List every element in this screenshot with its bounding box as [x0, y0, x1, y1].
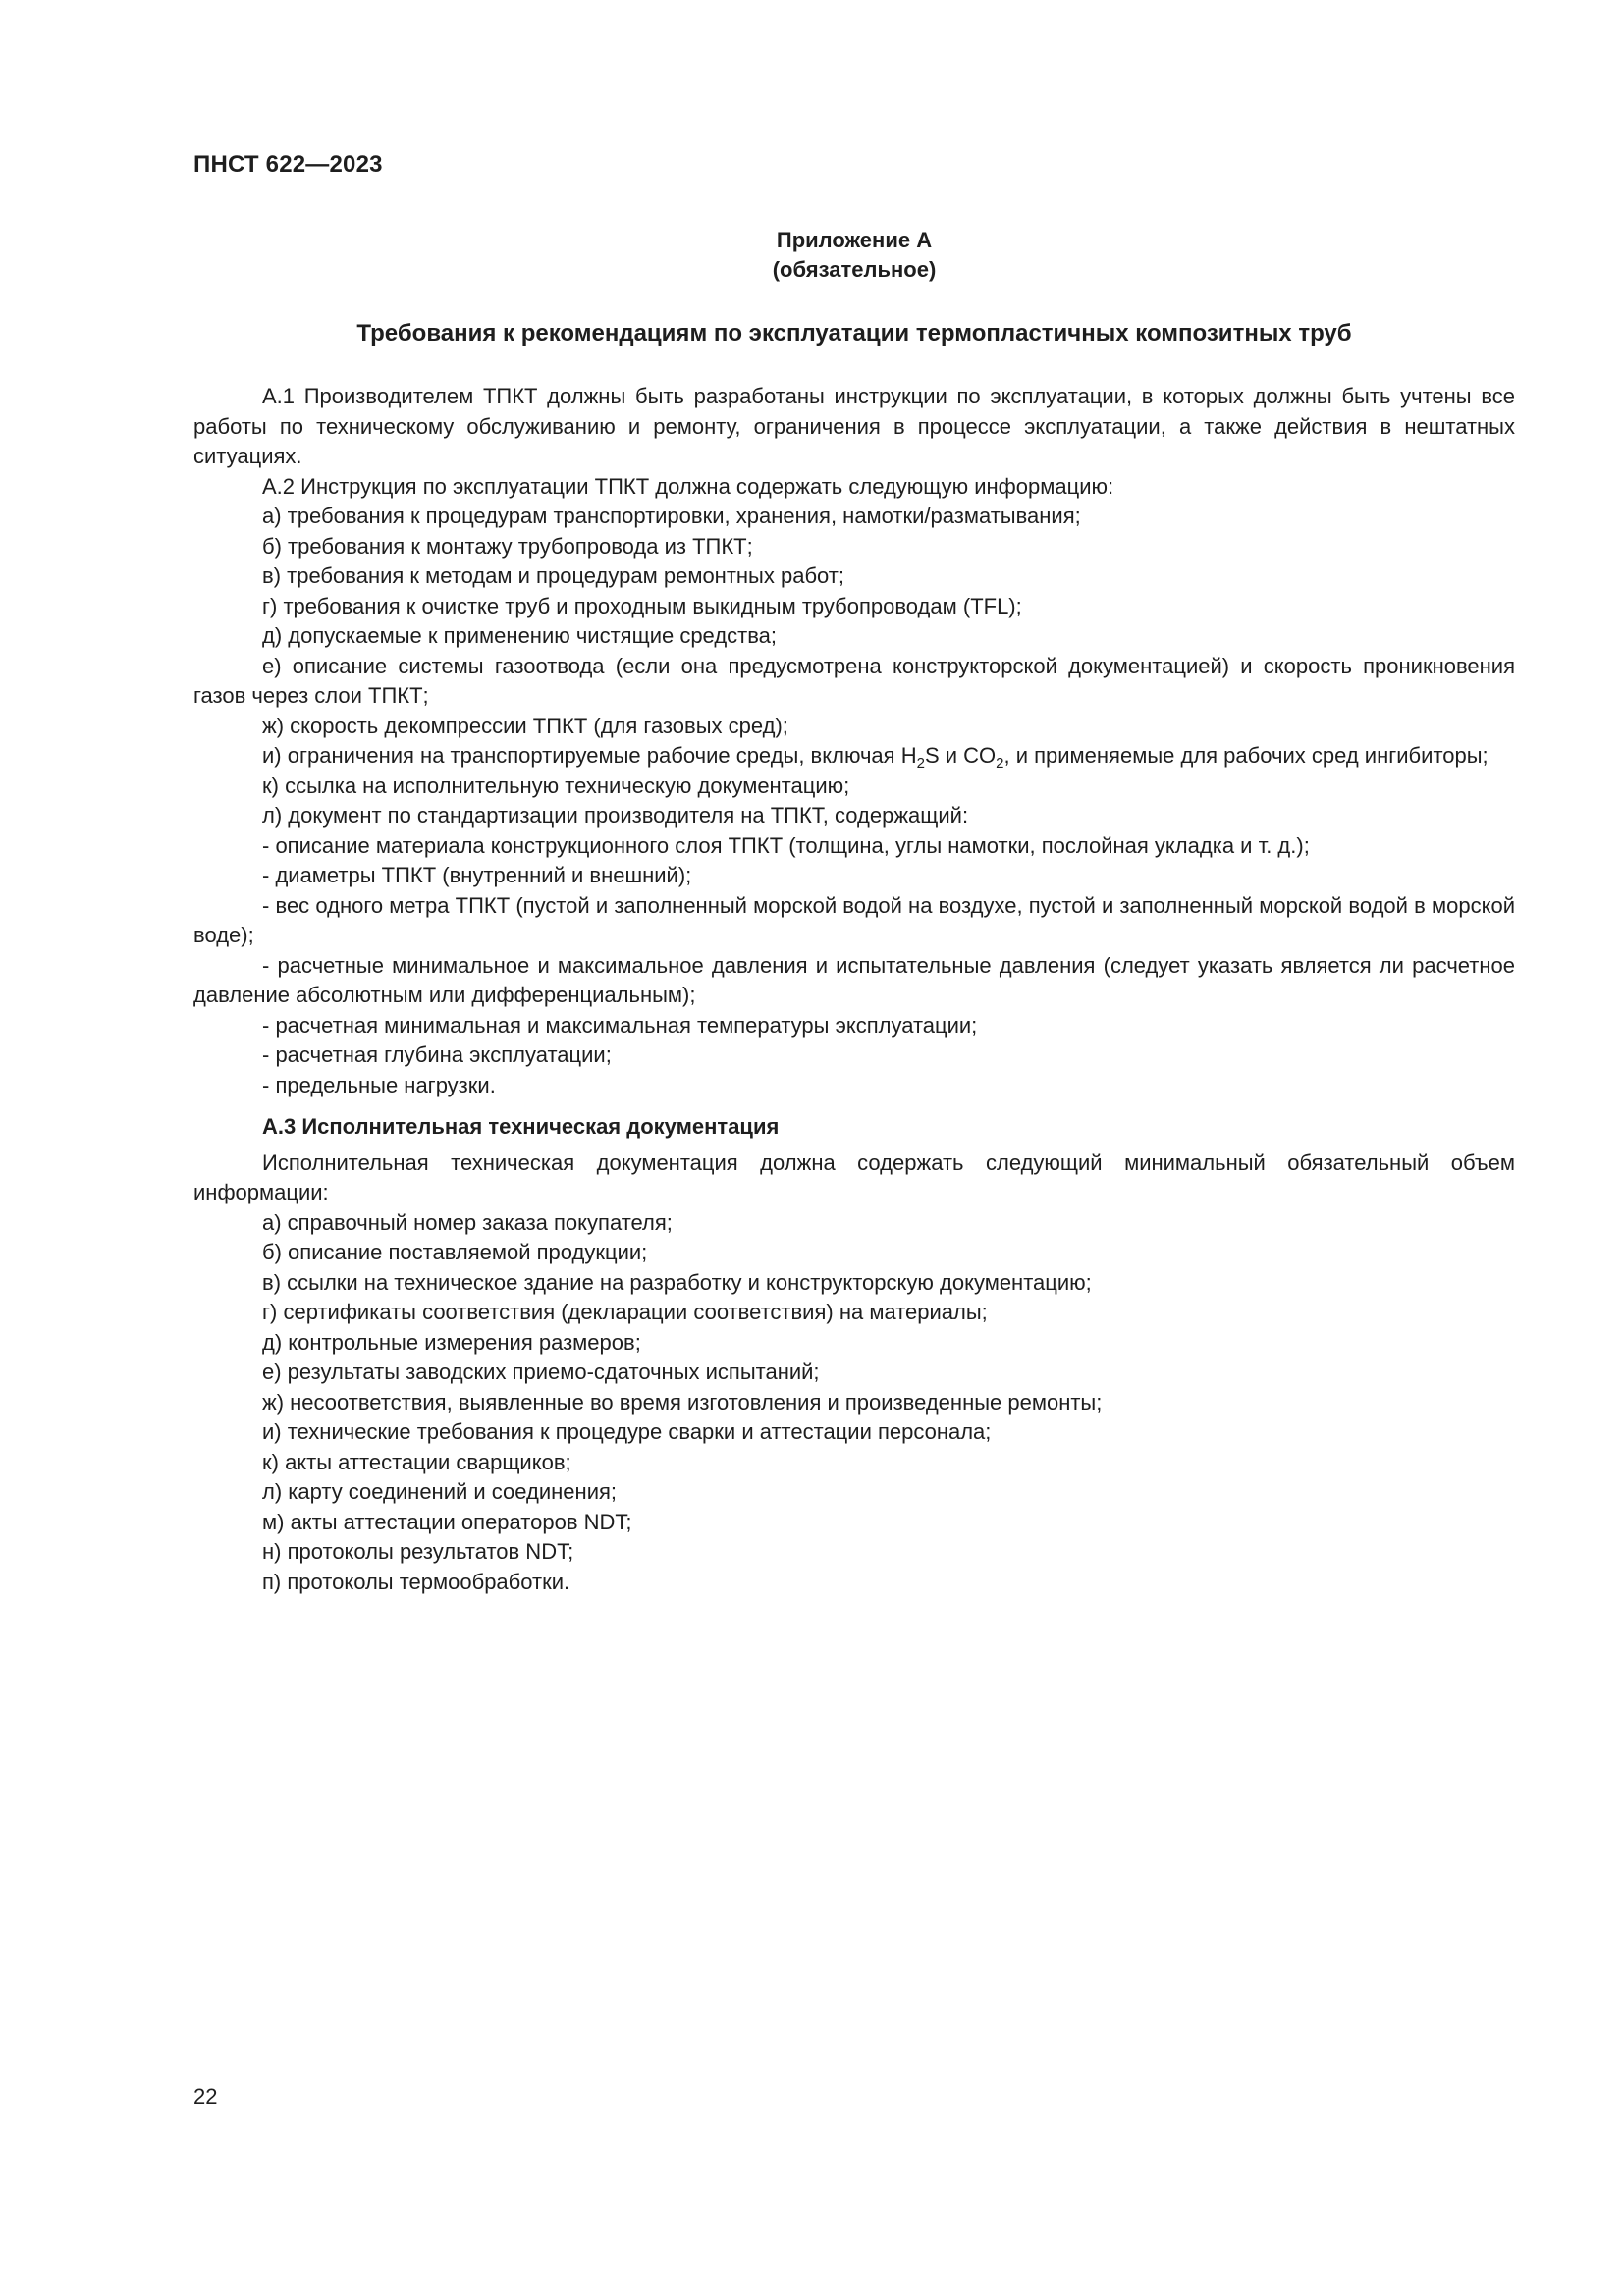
list-item: ж) несоответствия, выявленные во время изготовления и произведенные ремонты; [262, 1389, 1103, 1415]
list-item: - описание материала конструкционного слоя ТПКТ (толщина, углы намотки, послойная укладка и т. д.); [262, 832, 1310, 858]
list-item: д) допускаемые к применению чистящие средства; [262, 623, 778, 648]
subscript: 2 [996, 755, 1004, 772]
list-item: г) сертификаты соответствия (декларации соответствия) на материалы; [262, 1300, 988, 1324]
list-item: и) технические требования к процедуре сварки и аттестации персонала; [262, 1419, 992, 1444]
page-number: 22 [193, 2084, 218, 2109]
list-item: л) документ по стандартизации производителя на ТПКТ, содержащий: [262, 803, 969, 828]
document-designation: ПНСТ 622—2023 [193, 151, 383, 178]
text-run: и) ограничения на транспортируемые рабочие среды, включая H [262, 743, 917, 768]
appendix-status: (обязательное) [772, 257, 937, 282]
list-item: е) описание системы газоотвода (если она предусмотрена конструкторской документацией) и скорость проникновения газов через слои ТПКТ; [193, 653, 1515, 708]
list-item: ж) скорость декомпрессии ТПКТ (для газовых сред); [262, 713, 788, 738]
subscript: 2 [916, 755, 925, 772]
list-item: к) ссылка на исполнительную техническую документацию; [262, 773, 850, 798]
list-item: н) протоколы результатов NDT; [262, 1539, 574, 1564]
list-item: в) ссылки на техническое здание на разработку и конструкторскую документацию; [262, 1269, 1092, 1295]
list-item: - расчетная глубина эксплуатации; [262, 1042, 612, 1067]
section-title: Требования к рекомендациям по эксплуатации термопластичных композитных труб [356, 320, 1352, 347]
list-item: - расчетные минимальное и максимальное давления и испытательные давления (следует указать является ли расчетное давление абсолютным или дифференциальным); [193, 952, 1515, 1007]
list-item: - предельные нагрузки. [262, 1072, 496, 1097]
list-item: д) контрольные измерения размеров; [262, 1329, 641, 1355]
clause-a3-intro: Исполнительная техническая документация должна содержать следующий минимальный обязательный объем информации: [193, 1149, 1515, 1204]
clause-a2-intro: А.2 Инструкция по эксплуатации ТПКТ должна содержать следующую информацию: [262, 473, 1114, 499]
list-item: к) акты аттестации сварщиков; [262, 1449, 571, 1474]
document-body [193, 382, 1515, 1597]
list-item: в) требования к методам и процедурам ремонтных работ; [262, 563, 844, 588]
list-item: б) требования к монтажу трубопровода из ТПКТ; [262, 533, 753, 559]
clause-a3-heading: А.3 Исполнительная техническая документация [262, 1114, 780, 1139]
clause-a1: А.1 Производителем ТПКТ должны быть разработаны инструкции по эксплуатации, в которых должны быть учтены все работы по техническому обслуживанию и ремонту, ограничения в процессе эксплуатации, а также действия в нештатных ситуациях. [193, 384, 1515, 468]
list-item: - расчетная минимальная и максимальная температуры эксплуатации; [262, 1012, 978, 1038]
list-item: п) протоколы термообработки. [262, 1569, 570, 1594]
list-item: - диаметры ТПКТ (внутренний и внешний); [262, 863, 692, 887]
list-item: б) описание поставляемой продукции; [262, 1240, 648, 1264]
list-item: - вес одного метра ТПКТ (пустой и заполненный морской водой на воздухе, пустой и заполненный морской водой в морской воде); [193, 892, 1515, 947]
list-item: а) справочный номер заказа покупателя; [262, 1209, 673, 1235]
list-item: е) результаты заводских приемо-сдаточных испытаний; [262, 1360, 820, 1384]
list-item: а) требования к процедурам транспортировки, хранения, намотки/разматывания; [262, 504, 1081, 528]
list-item: м) акты аттестации операторов NDT; [262, 1509, 632, 1534]
appendix-heading [0, 226, 1624, 285]
list-item-chemical-limits [193, 741, 1515, 772]
list-item: г) требования к очистке труб и проходным выкидным трубопроводам (TFL); [262, 593, 1022, 618]
appendix-title: Приложение А [776, 228, 933, 252]
text-run: , и применяемые для рабочих сред ингибиторы; [1003, 743, 1489, 768]
list-item: л) карту соединений и соединения; [262, 1479, 618, 1504]
text-run: S и CO [924, 743, 997, 768]
